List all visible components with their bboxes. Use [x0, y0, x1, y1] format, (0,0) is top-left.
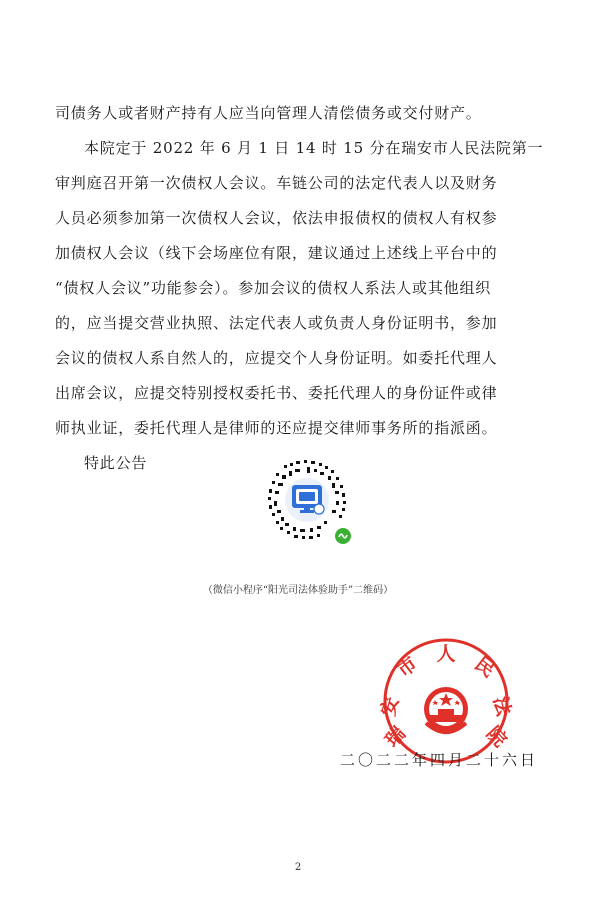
svg-text:民: 民	[470, 652, 499, 682]
closing-line: 特此公告	[84, 454, 148, 472]
body-line-3: 审判庭召开第一次债权人会议。车链公司的法定代表人以及财务	[55, 174, 498, 192]
body-line-10: 师执业证，委托代理人是律师的还应提交律师事务所的指派函。	[55, 419, 498, 437]
body-line-4: 人员必须参加第一次债权人会议，依法申报债权的债权人有权参	[55, 209, 498, 227]
document-date: 二〇二二年四月二十六日	[340, 751, 539, 769]
body-line-2: 本院定于 2022 年 6 月 1 日 14 时 15 分在瑞安市人民法院第一	[84, 139, 544, 157]
body-line-6: “债权人会议”功能参会）。参加会议的债权人系法人或其他组织	[55, 279, 492, 297]
court-seal-icon	[377, 637, 515, 765]
qr-code-icon[interactable]	[262, 455, 352, 545]
svg-text:法: 法	[488, 694, 515, 719]
qr-caption: （微信小程序“阳光司法体验助手”二维码）	[202, 585, 394, 596]
body-line-7: 的，应当提交营业执照、法定代表人或负责人身份证明书，参加	[55, 314, 498, 332]
svg-text:安: 安	[377, 694, 404, 719]
body-line-9: 出席会议，应提交特别授权委托书、委托代理人的身份证件或律	[55, 384, 498, 402]
body-line-5: 加债权人会议（线下会场座位有限，建议通过上述线上平台中的	[55, 244, 498, 262]
body-line-8: 会议的债权人系自然人的，应提交个人身份证明。如委托代理人	[55, 349, 498, 367]
body-line-1: 司债务人或者财产持有人应当向管理人清偿债务或交付财产。	[55, 104, 482, 122]
svg-text:人: 人	[436, 643, 456, 665]
svg-text:院: 院	[481, 722, 511, 752]
svg-text:瑞: 瑞	[381, 722, 411, 752]
page-number: 2	[294, 862, 302, 873]
svg-text:市: 市	[393, 652, 422, 682]
